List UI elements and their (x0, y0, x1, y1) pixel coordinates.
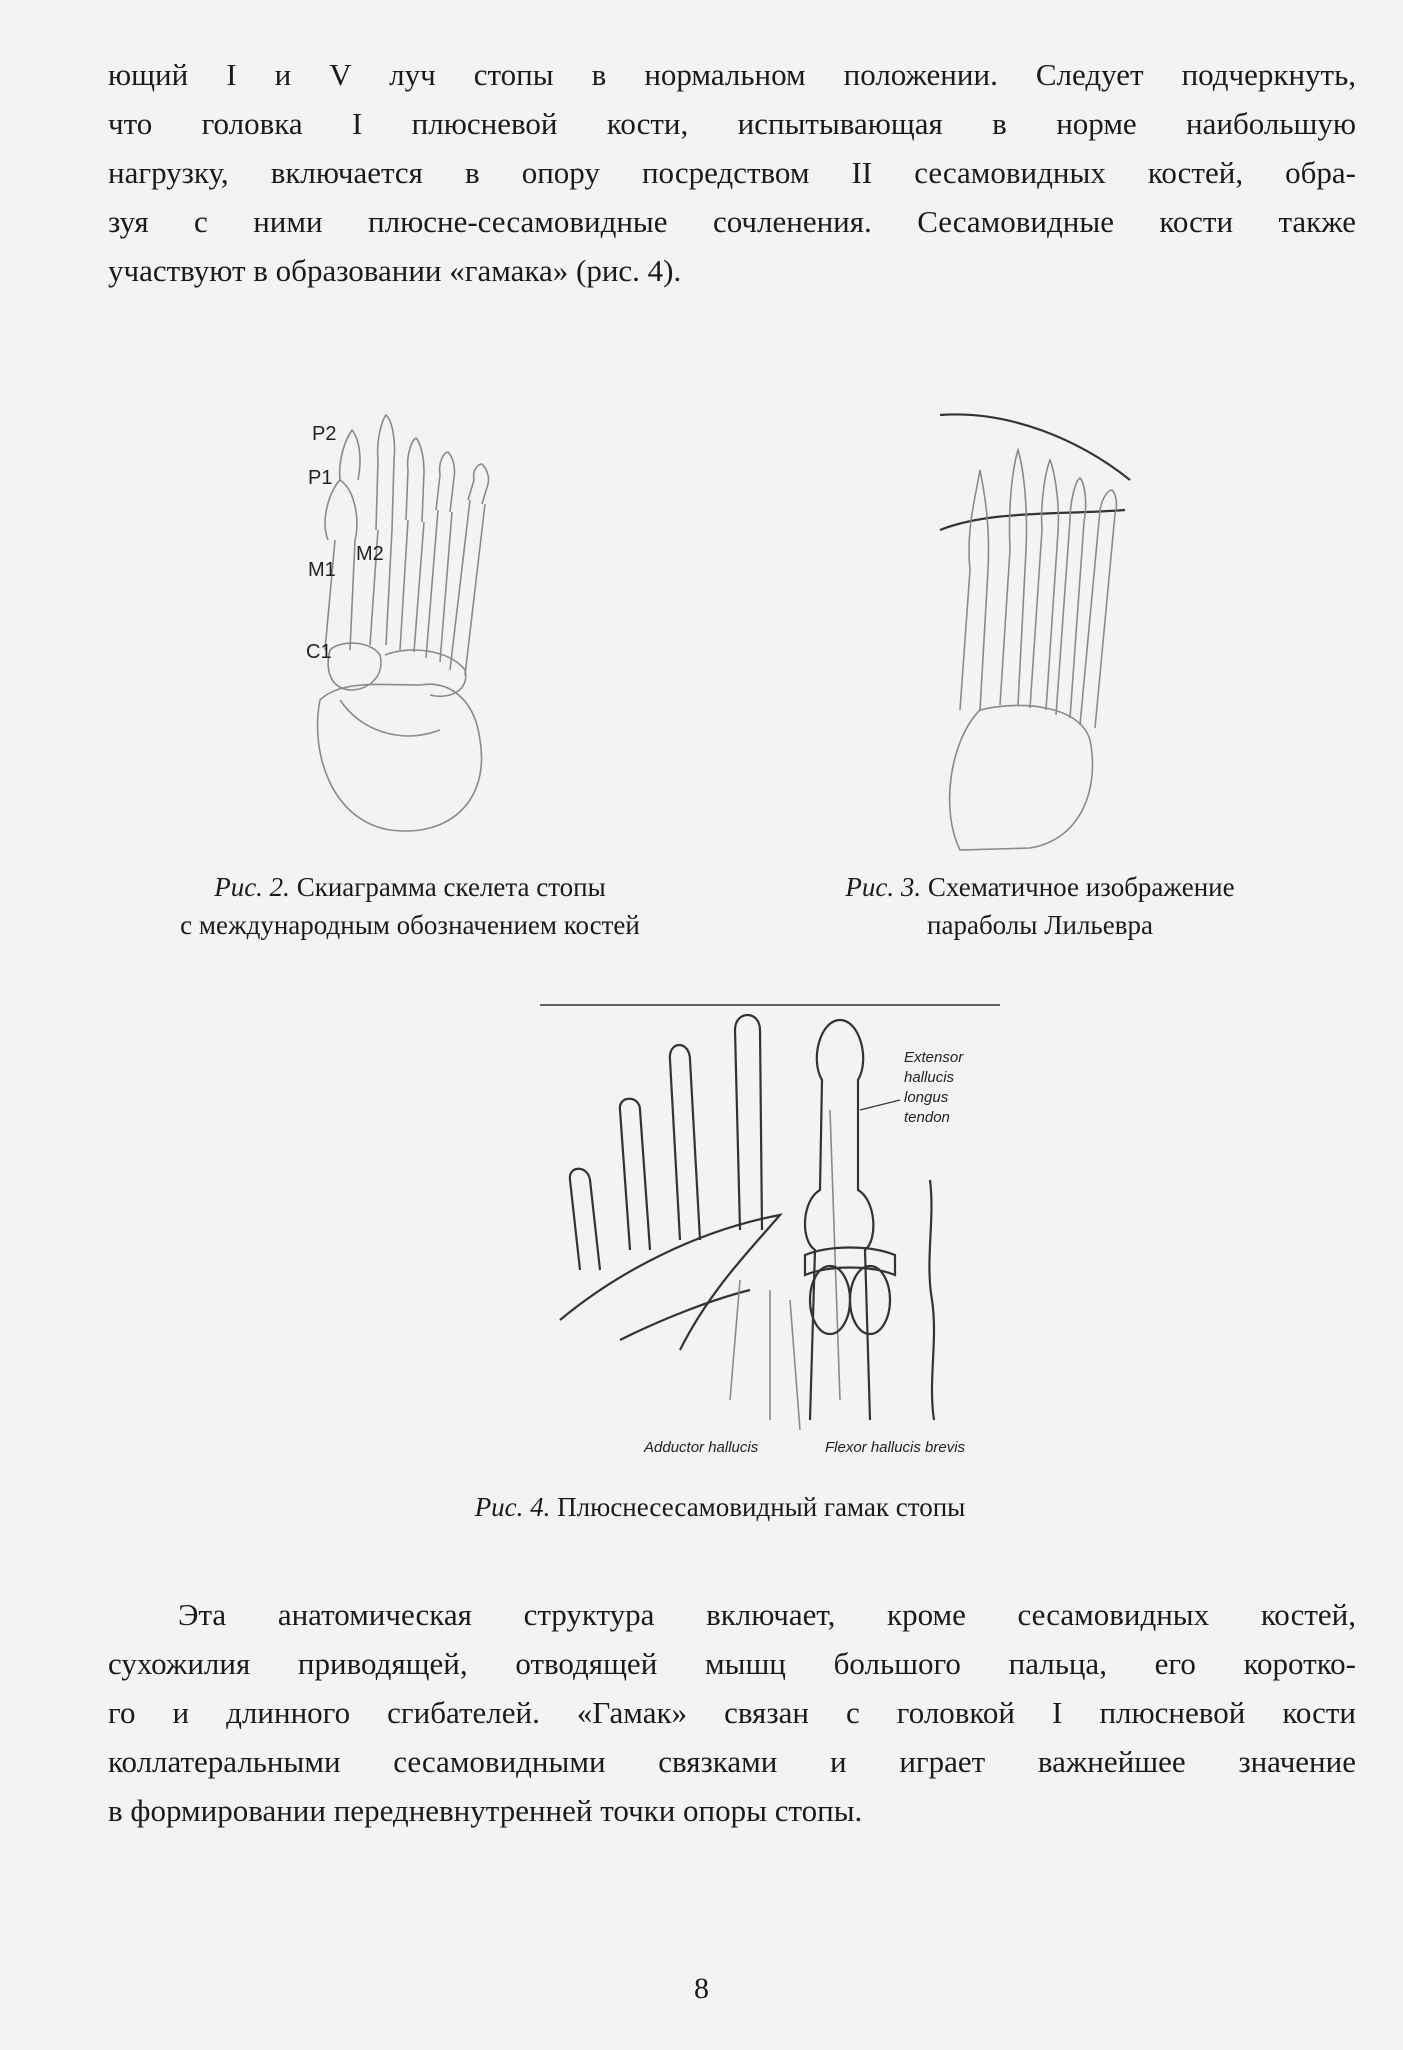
label-flexor: Flexor hallucis brevis (825, 1439, 966, 1456)
figure-2-caption (90, 868, 730, 944)
caption-text: Схематичное изображение (927, 872, 1235, 902)
label-extensor: Extensor (904, 1049, 964, 1066)
text-line: ющий I и V луч стопы в нормальном положении. Следует подчеркнуть, (108, 57, 1356, 92)
figure-2-foot-skeleton (300, 400, 540, 840)
paragraph-1 (108, 50, 1356, 295)
text-line: что головка I плюсневой кости, испытывающая в норме наибольшую (108, 106, 1356, 141)
figure-4-caption (380, 1488, 1060, 1526)
text-line: Эта анатомическая структура включает, кроме сесамовидных костей, (178, 1597, 1356, 1632)
caption-prefix: Рис. 3. (845, 872, 922, 902)
label-extensor: hallucis (904, 1069, 955, 1086)
label-adductor: Adductor hallucis (644, 1439, 759, 1456)
text-line: зуя с ними плюсне-сесамовидные сочленения. Сесамовидные кости также (108, 204, 1356, 239)
figure-3-caption (760, 868, 1320, 944)
text-line: участвуют в образовании «гамака» (рис. 4). (108, 253, 682, 288)
caption-text: Плюснесесамовидный гамак стопы (557, 1492, 966, 1522)
label-p2: P2 (312, 423, 337, 445)
caption-prefix: Рис. 4. (474, 1492, 551, 1522)
text-line: в формировании передневнутренней точки опоры стопы. (108, 1793, 863, 1828)
paragraph-2 (108, 1590, 1356, 1835)
text-line: нагрузку, включается в опору посредством II сесамовидных костей, обра- (108, 155, 1356, 190)
label-extensor: tendon (904, 1109, 950, 1126)
figure-3-parabola (930, 410, 1150, 850)
text-line: го и длинного сгибателей. «Гамак» связан с головкой I плюсневой кости (108, 1695, 1356, 1730)
page-number: 8 (694, 1972, 709, 2005)
text-line: сухожилия приводящей, отводящей мышц большого пальца, его коротко- (108, 1646, 1356, 1681)
label-c1: C1 (306, 641, 332, 663)
caption-prefix: Рис. 2. (214, 872, 290, 902)
label-m1: M1 (308, 559, 336, 581)
caption-text: параболы Лильевра (927, 910, 1153, 940)
label-m2: M2 (356, 543, 384, 565)
label-p1: P1 (308, 467, 333, 489)
text-line: коллатеральными сесамовидными связками и играет важнейшее значение (108, 1744, 1356, 1779)
figure-4-sesamoid-hammock (540, 1000, 1020, 1460)
caption-text: Скиаграмма скелета стопы (296, 872, 606, 902)
caption-text: с международным обозначением костей (180, 910, 640, 940)
label-extensor: longus (904, 1089, 949, 1106)
